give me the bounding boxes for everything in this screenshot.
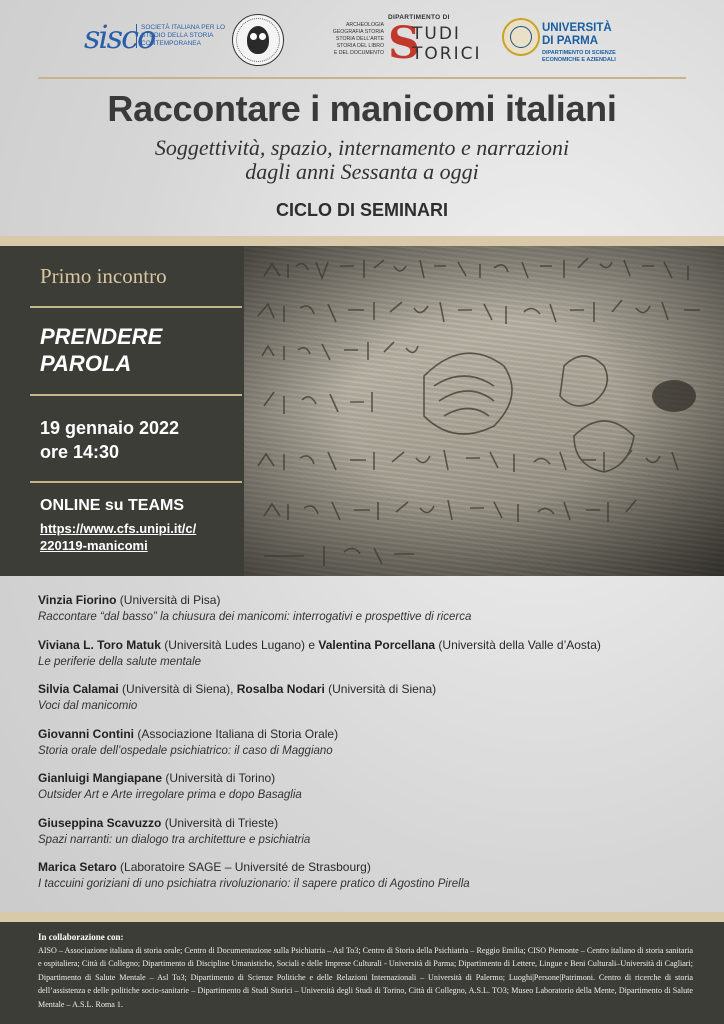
graffiti-photo (244, 246, 724, 576)
storici-s: S (388, 18, 420, 69)
speaker-name: Marica Setaro (38, 860, 117, 874)
online-label: ONLINE su TEAMS (40, 497, 185, 514)
speaker-item (38, 859, 698, 904)
speaker-names (38, 770, 698, 787)
owl-seal-icon (232, 14, 284, 66)
speaker-name: Vinzia Fiorino (38, 593, 117, 607)
event-divider-1 (30, 306, 242, 308)
parma-name-2: DI PARMA (542, 35, 599, 47)
event-time: ore 14:30 (40, 442, 120, 462)
talk-title: Spazi narranti: un dialogo tra architetture e psichiatria (38, 833, 311, 846)
event-divider-2 (30, 394, 242, 396)
speaker-names (38, 815, 698, 832)
teams-link[interactable] (40, 520, 240, 554)
speaker-names (38, 592, 698, 609)
top-band (0, 236, 724, 246)
speaker-item (38, 592, 698, 637)
storici-word2: TORICI (412, 44, 482, 64)
storici-dept-label: DIPARTIMENTO DI (388, 14, 450, 21)
meeting-title-line-1: PRENDERE (40, 324, 163, 349)
talk-title: Voci dal manicomio (38, 700, 138, 712)
speaker-affiliation: (Università di Trieste) (161, 815, 279, 830)
sisco-mark: sisco (84, 18, 155, 56)
talk-title: Outsider Art e Arte irregolare prima e dopo Basaglia (38, 789, 302, 801)
parma-logo (502, 14, 632, 70)
speaker-name: Giuseppina Scavuzzo (38, 815, 162, 830)
subtitle-line-2: dagli anni Sessanta a oggi (245, 159, 479, 184)
owl-department-logo (232, 14, 288, 70)
event-date: 19 gennaio 2022 (40, 418, 180, 438)
speaker-affiliation: (Università Ludes Lugano) e (160, 637, 319, 652)
speaker-affiliation: (Laboratoire SAGE – Université de Strasbourg) (116, 860, 371, 874)
event-datetime (40, 416, 179, 464)
event-divider-3 (30, 481, 242, 483)
parma-dept: DIPARTIMENTO DI SCIENZE ECONOMICHE E AZIENDALI (542, 50, 616, 63)
speaker-names (38, 681, 698, 698)
speaker-affiliation-2: (Università di Siena) (324, 682, 437, 696)
storici-disciplines: ARCHEOLOGIA GEOGRAFIA STORIA STORIA DELL'ARTE STORIA DEL LIBRO E DEL DOCUMENTO (332, 22, 384, 56)
sisco-text: SOCIETÀ ITALIANA PER LO STUDIO DELLA STORIA CONTEMPORANEA (136, 24, 231, 48)
speaker-names (38, 726, 698, 743)
speaker-affiliation-2: (Università della Valle d’Aosta) (435, 637, 601, 652)
logo-bar (0, 8, 724, 74)
collaboration-heading: In collaborazione con: (38, 932, 124, 942)
graffiti-illustration (244, 246, 724, 576)
speaker-item (38, 681, 698, 726)
speaker-names (38, 637, 698, 654)
speaker-name-2: Rosalba Nodari (236, 682, 325, 696)
talk-title: Raccontare “dal basso” la chiusura dei manicomi: interrogativi e prospettive di ricerca (38, 611, 472, 623)
series-label: CICLO DI SEMINARI (275, 200, 448, 220)
speaker-name-2: Valentina Porcellana (318, 637, 436, 652)
subtitle-line-1: Soggettività, spazio, internamento e narrazioni (154, 135, 570, 160)
meeting-title-line-2: PAROLA (40, 351, 132, 376)
speaker-affiliation: (Associazione Italiana di Storia Orale) (134, 726, 339, 741)
speaker-item (38, 815, 698, 860)
footer-band (0, 912, 724, 922)
speaker-affiliation: (Università di Siena), (118, 682, 237, 696)
speaker-affiliation: (Università di Torino) (162, 771, 276, 785)
parma-name-1: UNIVERSITÀ (542, 22, 612, 34)
storici-word1: TUDI (412, 24, 461, 44)
page-title: Raccontare i manicomi italiani (107, 88, 617, 129)
talk-title: I taccuini goriziani di uno psichiatra rivoluzionario: il sapere pratico di Agostino Pirella (38, 878, 470, 890)
meeting-title (40, 323, 240, 377)
talk-title: Storia orale dell’ospedale psichiatrico: il caso di Maggiano (38, 744, 333, 757)
collaboration-text: AISO – Associazione italiana di storia orale; Centro di Documentazione sulla Psichiatria – Asl To3; Centro di Storia della Psichiatria – Reggio Emilia; CISO Piemonte – Centro italiano di storia sanitaria e ospitaliera; Città di Collegno; Dipartimento di Discipline Umanistiche, Sociali e delle Imprese Culturali - Università di Parma; Dipartimento di Lettere, Lingue e Beni Culturali–Università di Cagliari; Dipartimento di Salute Mentale – Asl To3; Dipartimento di Scienze Politiche e delle Relazioni Internazionali – Università di Palermo; Luoghi|Persone|Patrimoni. Centro di ricerche di storia dell’assistenza e delle politiche socio-sanitarie – Dipartimento di Studi Storici – Università degli Studi di Torino, Città di Collegno, A.S.L. TO3; Museo Laboratorio della Mente, Dipartimento di Salute Mentale – A.S.L. Roma 1. (38, 946, 693, 1009)
speaker-item (38, 637, 698, 682)
sisco-logo (80, 14, 226, 70)
speaker-list (38, 592, 698, 904)
speaker-name: Gianluigi Mangiapane (38, 771, 163, 785)
studi-storici-logo (332, 14, 482, 70)
meeting-label: Primo incontro (40, 264, 167, 288)
parma-seal-icon (502, 18, 540, 56)
speaker-item (38, 770, 698, 815)
teams-link-line-2[interactable]: 220119-manicomi (40, 538, 148, 553)
teams-link-line-1[interactable]: https://www.cfs.unipi.it/c/ (40, 521, 197, 536)
header-divider (38, 77, 686, 79)
speaker-names (38, 859, 698, 876)
speaker-name: Giovanni Contini (38, 726, 134, 741)
speaker-item (38, 726, 698, 771)
subtitle (0, 136, 724, 184)
talk-title: Le periferie della salute mentale (38, 655, 202, 668)
speaker-name: Silvia Calamai (38, 682, 119, 696)
speaker-affiliation: (Università di Pisa) (116, 593, 221, 607)
speaker-name: Viviana L. Toro Matuk (38, 637, 161, 652)
